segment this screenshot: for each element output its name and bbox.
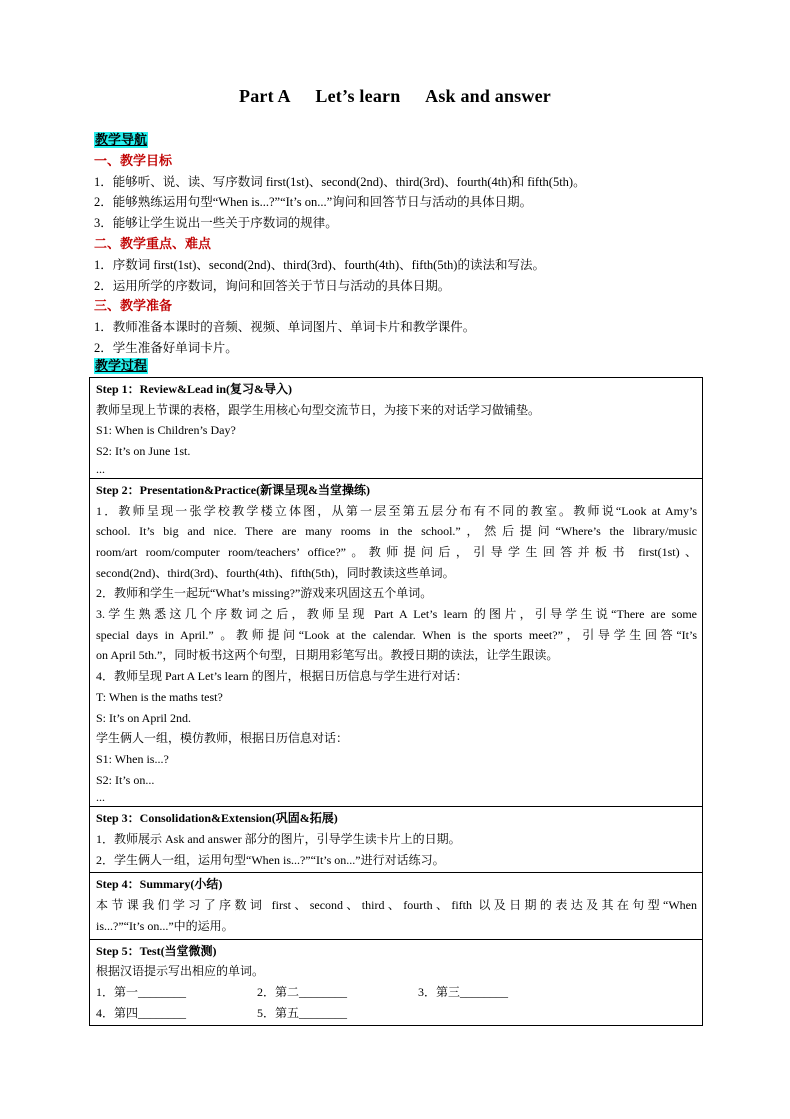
- step-cell: [90, 807, 703, 873]
- section-heading-keypoints: 二、教学重点、难点: [94, 235, 212, 251]
- step-line: 1．教师呈现一张学校教学楼立体图，从第一层至第五层分布有不同的教室。教师说“Look at Amy’s: [96, 503, 697, 518]
- test-item: 4．第四________: [96, 1005, 187, 1020]
- section-heading-goals: 一、教学目标: [94, 152, 173, 168]
- process-label-wrap: [94, 358, 148, 374]
- step-line: 教师呈现上节课的表格，跟学生用核心句型交流节日，为接下来的对话学习做铺垫。: [96, 402, 541, 417]
- step-line: 4．教师呈现 Part A Let’s learn 的图片，根据日历信息与学生进行对话：: [96, 669, 468, 684]
- step-line: on April 5th.”，同时板书这两个句型，日期用彩笔写出。教授日期的读法，让学生跟读。: [96, 648, 559, 663]
- steps-table: [89, 377, 703, 1026]
- table-row: [90, 939, 703, 1026]
- goal-line: 2．能够熟练运用句型“When is...?”“It’s on...”询问和回答节日与活动的具体日期。: [94, 195, 533, 210]
- intro-block: [94, 130, 706, 359]
- step-line: 2．学生俩人一组，运用句型“When is...?”“It’s on...”进行对话练习。: [96, 852, 445, 867]
- goal-line: 1．能够听、说、读、写序数词 first(1st)、second(2nd)、third(3rd)、fourth(4th)和 fifth(5th)。: [94, 174, 586, 189]
- preparation-line: 2．学生准备好单词卡片。: [94, 340, 238, 355]
- step-line: 根据汉语提示写出相应的单词。: [96, 964, 265, 979]
- step-line: 2．教师和学生一起玩“What’s missing?”游戏来巩固这五个单词。: [96, 586, 433, 601]
- step-heading: Step 1：Review&Lead in(复习&导入): [96, 382, 292, 396]
- process-label: 教学过程: [95, 358, 148, 373]
- test-item: 5．第五________: [257, 1005, 348, 1020]
- page-title: [0, 86, 790, 107]
- table-row: [90, 807, 703, 873]
- step-line: S: It’s on April 2nd.: [96, 710, 192, 725]
- preparation-line: 1．教师准备本课时的音频、视频、单词图片、单词卡片和教学课件。: [94, 320, 476, 335]
- table-row: [90, 378, 703, 479]
- step-line: T: When is the maths test?: [96, 689, 223, 704]
- step-line: S1: When is...?: [96, 751, 169, 766]
- step-line: ...: [96, 461, 105, 476]
- step-cell: [90, 873, 703, 939]
- goal-line: 3．能够让学生说出一些关于序数词的规律。: [94, 216, 338, 231]
- keypoint-line: 1．序数词 first(1st)、second(2nd)、third(3rd)、fourth(4th)、fifth(5th)的读法和写法。: [94, 257, 545, 272]
- guide-label: 教学导航: [95, 132, 148, 147]
- step-line: S1: When is Children’s Day?: [96, 423, 236, 438]
- step-line: S2: It’s on...: [96, 772, 155, 787]
- step-heading: Step 5：Test(当堂微测): [96, 943, 217, 958]
- test-items-row: [96, 982, 697, 1003]
- step-line: special days in April.” 。教师提问“Look at the calendar. When is the sports meet?”，引导学生回答“It’s: [96, 627, 697, 642]
- step-line: is...?”“It’s on...”中的运用。: [96, 918, 234, 933]
- test-items-row: [96, 1003, 697, 1024]
- section-heading-preparation: 三、教学准备: [94, 298, 173, 314]
- table-row: [90, 873, 703, 939]
- step-cell: [90, 478, 703, 807]
- step-heading: Step 4：Summary(小结): [96, 877, 223, 892]
- title-part: Part A: [239, 86, 291, 106]
- title-learn: Let’s learn: [315, 86, 401, 106]
- step-line: second(2nd)、third(3rd)、fourth(4th)、fifth(5th)，同时教读这些单词。: [96, 565, 455, 580]
- test-item: 1．第一________: [96, 984, 187, 999]
- step-line: ...: [96, 790, 105, 805]
- title-ask: Ask and answer: [425, 86, 551, 106]
- step-line: S2: It’s on June 1st.: [96, 444, 191, 459]
- step-line: room/art room/computer room/teachers’ office?”。教师提问后，引导学生回答并板书 first(1st)、: [96, 544, 697, 559]
- step-line: 学生俩人一组，模仿教师，根据日历信息对话：: [96, 731, 349, 746]
- step-line: 本节课我们学习了序数词 first、second、third、fourth、fifth 以及日期的表达及其在句型“When: [96, 898, 697, 913]
- step-line: 1．教师展示 Ask and answer 部分的图片，引导学生读卡片上的日期。: [96, 832, 461, 847]
- step-heading: Step 3：Consolidation&Extension(巩固&拓展): [96, 811, 338, 826]
- step-cell: [90, 939, 703, 1026]
- step-line: school. It’s big and nice. There are many rooms in the school.”，然后提问“Where’s the library/music: [96, 524, 697, 539]
- step-line: 3.学生熟悉这几个序数词之后，教师呈现 Part A Let’s learn 的图片，引导学生说“There are some: [96, 607, 697, 622]
- table-row: [90, 478, 703, 807]
- keypoint-line: 2．运用所学的序数词，询问和回答关于节日与活动的具体日期。: [94, 278, 451, 293]
- step-cell: [90, 378, 703, 479]
- test-item: 3．第三________: [418, 984, 509, 999]
- step-heading: Step 2：Presentation&Practice(新课呈现&当堂操练): [96, 482, 371, 497]
- test-item: 2．第二________: [257, 984, 348, 999]
